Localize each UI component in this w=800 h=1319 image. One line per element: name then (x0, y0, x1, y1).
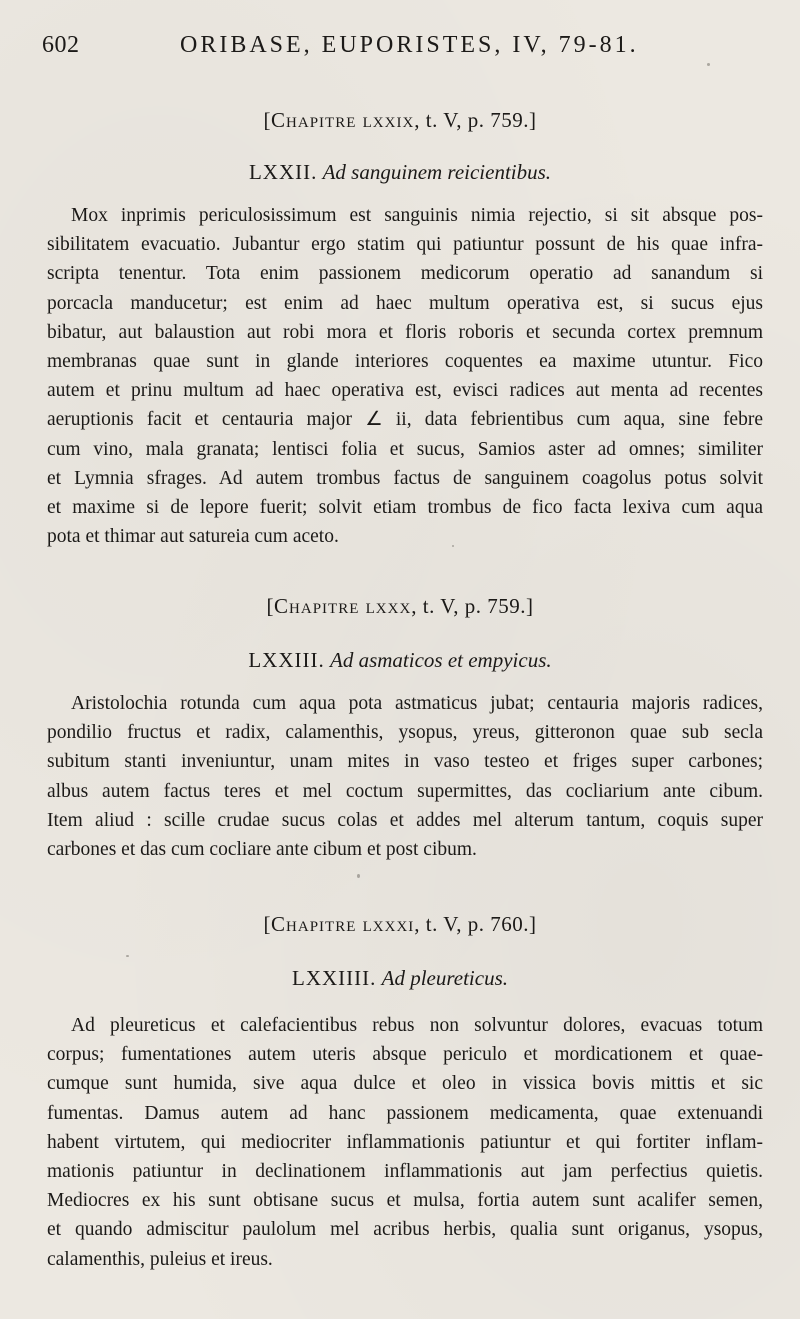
text-line: fumentas. Damus autem ad hanc passionem medicamenta, quae extenuandi (47, 1102, 763, 1124)
section-heading (0, 160, 800, 185)
page-number: 602 (42, 32, 80, 58)
text-line: et quando admiscitur paulolum mel acribus herbis, qualia sunt origanus, ysopus, (47, 1219, 763, 1241)
print-speck (357, 874, 360, 878)
text-line: sibilitatem evacuatio. Jubantur ergo statim qui patiuntur possunt de his quae infra- (47, 234, 763, 256)
chapter-reference-open: [ (263, 108, 272, 132)
text-line: Mox inprimis periculosissimum est sanguinis nimia rejectio, si sit absque pos- (71, 205, 763, 226)
text-line: cumque sunt humida, sive aqua dulce et oleo in vissica bovis mittis et sic (47, 1073, 763, 1095)
section-number: LXXII. (248, 160, 318, 184)
text-line: autem et prinu multum ad haec operativa est, evisci radices aut menta ad recentes (47, 380, 763, 402)
text-line: subitum stanti inveniuntur, unam mites in vaso testeo et friges super carbones; (47, 751, 763, 773)
section-heading (0, 648, 800, 673)
section-title: Ad pleureticus. (381, 966, 508, 990)
chapter-reference-label: Chapitre lxxx (274, 594, 412, 618)
text-line: calamenthis, puleius et ireus. (47, 1248, 273, 1270)
text-line: Ad pleureticus et calefacientibus rebus non solvuntur dolores, evacuas totum (71, 1015, 763, 1036)
chapter-reference-rest: , t. V, p. 759.] (411, 594, 534, 618)
running-title: ORIBASE, EUPORISTES, IV, 79-81. (180, 32, 639, 58)
print-speck (452, 545, 454, 547)
text-line: mationis patiuntur in declinationem inflammationis aut jam perfectius quietis. (47, 1160, 763, 1182)
chapter-reference (0, 108, 800, 133)
text-line: albus autem factus teres et mel coctum supermittes, das cocliarium ante cibum. (47, 780, 763, 802)
text-line: porcacla manducetur; est enim ad haec multum operativa est, si sucus ejus (47, 292, 763, 314)
chapter-reference (0, 912, 800, 937)
text-line: aeruptionis facit et centauria major ∠ ii, data febrientibus cum aqua, sine febre (47, 409, 763, 431)
text-line: habent virtutem, qui mediocriter inflammationis patiuntur et qui fortiter inflam- (47, 1131, 763, 1153)
chapter-reference-label: Chapitre lxxix (271, 108, 415, 132)
chapter-reference-label: Chapitre lxxxi (271, 912, 415, 936)
section-title: Ad sanguinem reicientibus. (322, 160, 552, 184)
text-line: pota et thimar aut satureia cum aceto. (47, 526, 339, 548)
text-line: Mediocres ex his sunt obtisane sucus et mulsa, fortia autem sunt acalifer semen, (47, 1190, 763, 1212)
section-number: LXXIII. (248, 648, 325, 672)
text-line: bibatur, aut balaustion aut robi mora et floris roboris et secunda cortex premnum (47, 321, 763, 343)
text-line: pondilio fructus et radix, calamenthis, ysopus, yreus, gitteronon quae sub secla (47, 722, 763, 744)
section-paragraph (47, 201, 763, 551)
section-heading (0, 966, 800, 991)
running-header (42, 28, 762, 62)
print-speck (126, 955, 129, 957)
text-line: membranas quae sunt in glande interiores coquentes ea maxime utuntur. Fico (47, 350, 763, 372)
section-number: LXXIIII. (292, 966, 377, 990)
section-paragraph (47, 689, 763, 864)
chapter-reference-rest: , t. V, p. 759.] (414, 108, 537, 132)
chapter-reference (0, 594, 800, 619)
text-line: scripta tenentur. Tota enim passionem medicorum operatio ad sanandum si (47, 263, 763, 285)
text-line: carbones et das cum cocliare ante cibum et post cibum. (47, 838, 477, 860)
section-paragraph (47, 1011, 763, 1274)
chapter-reference-rest: , t. V, p. 760.] (414, 912, 537, 936)
text-line: Aristolochia rotunda cum aqua pota astmaticus jubat; centauria majoris radices, (71, 693, 763, 714)
section-title: Ad asmaticos et empyicus. (330, 648, 552, 672)
chapter-reference-open: [ (266, 594, 275, 618)
text-line: Item aliud : scille crudae sucus colas et addes mel alterum tantum, coquis super (47, 809, 763, 831)
text-line: cum vino, mala granata; lentisci folia et sucus, Samios aster ad omnes; similiter (47, 438, 763, 460)
text-line: corpus; fumentationes autem uteris absque periculo et mordicationem et quae- (47, 1044, 763, 1066)
print-speck (707, 63, 710, 66)
chapter-reference-open: [ (263, 912, 272, 936)
text-line: et Lymnia sfrages. Ad autem trombus factus de sanguinem coagolus potus solvit (47, 467, 763, 489)
text-line: et maxime si de lepore fuerit; solvit etiam trombus de fico facta lexiva cum aqua (47, 496, 763, 518)
